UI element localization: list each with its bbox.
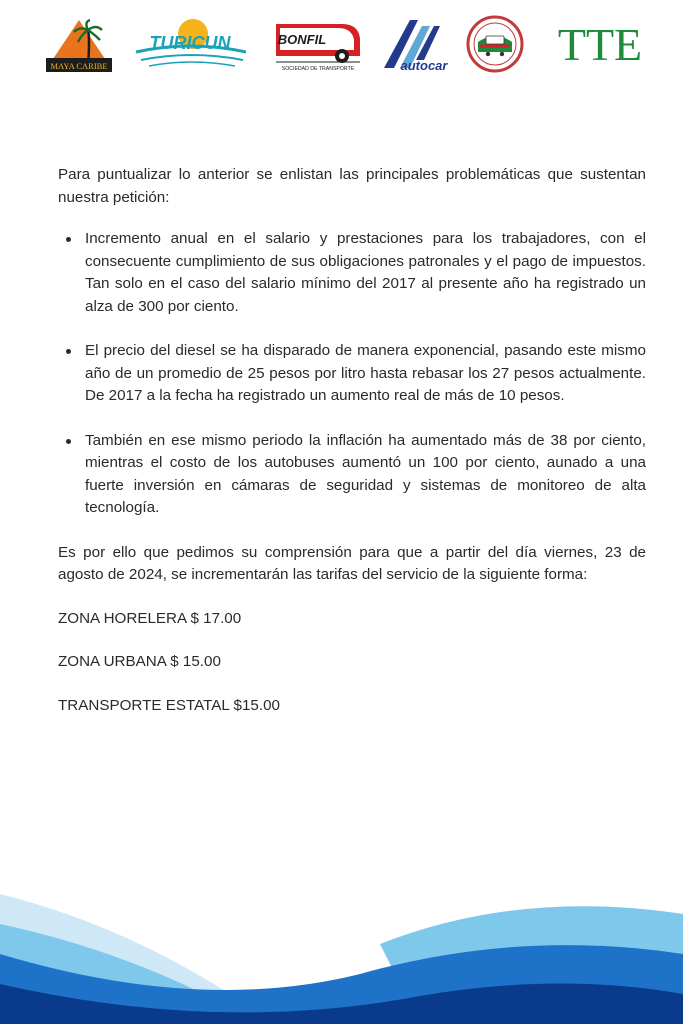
bonfil-tagline: SOCIEDAD DE TRANSPORTE bbox=[281, 66, 355, 72]
list-item: También en ese mismo periodo la inflación ha aumentado más de 38 por ciento, mientras el costo de los autobuses aumentó un 100 por ciento, aunado a una fuerte inversión en cámaras de seguridad y sistemas de monitoreo de alta tecnología. bbox=[85, 430, 646, 520]
closing-paragraph: Es por ello que pedimos su comprensión para que a partir del día viernes, 23 de agosto de 2024, se incrementarán las tarifas del servicio de la siguiente forma: bbox=[58, 543, 646, 583]
bonfil-wordmark: BONFIL bbox=[277, 32, 327, 47]
intro-paragraph: Para puntualizar lo anterior se enlistan las principales problemáticas que sustentan nuestra petición: bbox=[58, 166, 646, 206]
autocar-wordmark: autocar bbox=[400, 58, 448, 73]
rate-transporte-estatal: TRANSPORTE ESTATAL $15.00 bbox=[58, 696, 280, 714]
maya-caribe-wordmark: MAYA CARIBE bbox=[50, 61, 108, 71]
maya-caribe-logo bbox=[44, 18, 114, 74]
autocar-logo bbox=[376, 16, 456, 74]
footer-waves bbox=[0, 884, 683, 1024]
tte-wordmark: TTE bbox=[557, 19, 643, 70]
letter-body bbox=[58, 164, 646, 717]
list-item: El precio del diesel se ha disparado de manera exponencial, pasando este mismo año de un promedio de 25 pesos por litro hasta rebasar los 27 pesos actualmente. De 2017 a la fecha ha registrado un aumento real de más de 10 pesos. bbox=[85, 340, 646, 408]
seal-logo bbox=[466, 14, 524, 74]
turicun-wordmark: TURICUN bbox=[149, 33, 231, 53]
tte-logo bbox=[540, 16, 660, 70]
list-item: Incremento anual en el salario y prestaciones para los trabajadores, con el consecuente cumplimiento de sus obligaciones patronales y el pago de impuestos. Tan solo en el caso del salario mínimo del 2017 al presente año ha registrado un alza de 300 por ciento. bbox=[85, 228, 646, 318]
logo-strip bbox=[0, 0, 683, 90]
bonfil-logo bbox=[272, 20, 364, 72]
rate-zona-urbana: ZONA URBANA $ 15.00 bbox=[58, 653, 221, 670]
problem-list bbox=[58, 228, 646, 520]
turicun-logo bbox=[131, 16, 249, 72]
rate-zona-horelera: ZONA HORELERA $ 17.00 bbox=[58, 609, 242, 627]
